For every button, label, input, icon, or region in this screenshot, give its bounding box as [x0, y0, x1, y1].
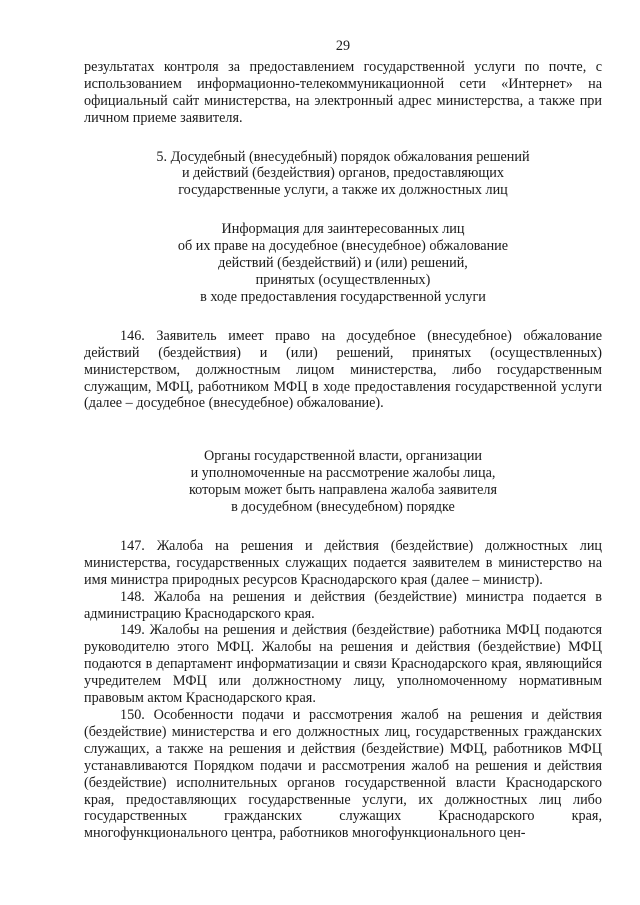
heading-line: 5. Досудебный (внесудебный) порядок обжалования решений: [156, 148, 530, 165]
intro-paragraph: результатах контроля за предоставлением государственной услуги по почте, с использованием информационно-телекоммуникационной сети «Интернет» на официальный сайт министерства, на электронный адрес министерства, а также при личном приеме заявителя.: [84, 58, 602, 126]
heading-line: Органы государственной власти, организации: [203, 448, 483, 465]
paragraph-149: 149. Жалобы на решения и действия (бездействие) работника МФЦ подаются руководителю этого МФЦ. Жалобы на решения и действия (бездействие) МФЦ подаются в департамент информатизации и связи Краснодарского края, являющийся учредителем МФЦ или должностному лицу, уполномоченному нормативным правовым актом Краснодарского края.: [84, 622, 602, 707]
organs-heading: [84, 448, 602, 516]
paragraph-150: 150. Особенности подачи и рассмотрения жалоб на решения и действия (бездействие) министерства и его должностных лиц, государственных гражданских служащих, а также на решения и действия (бездействие) МФЦ, работников МФЦ устанавливаются Порядком подачи и рассмотрения жалоб на решения и действия (бездействие) исполнительных органов государственной власти Краснодарского края, предоставляющих государственные услуги, их должностных лиц либо государственных гражданских служащих Краснодарского края, многофункционального центра, работников многофункционального цен-: [84, 707, 602, 842]
page-number: 29: [335, 38, 351, 54]
info-heading: [84, 221, 602, 306]
heading-line: Информация для заинтересованных лиц: [221, 221, 465, 238]
paragraph-148: 148. Жалоба на решения и действия (бездействие) министра подается в администрацию Краснодарского края.: [84, 588, 602, 622]
heading-line: которым может быть направлена жалоба заявителя: [189, 482, 497, 499]
heading-line: государственные услуги, а также их должностных лиц: [178, 182, 508, 199]
heading-line: и действий (бездействия) органов, предоставляющих: [182, 165, 504, 182]
paragraph-146: 146. Заявитель имеет право на досудебное (внесудебное) обжалование действий (бездействия) и (или) решений, принятых (осуществленных) министерством, должностным лицом министерства, либо государственным служащим, МФЦ, работником МФЦ в ходе предоставления государственной услуги (далее – досудебное (внесудебное) обжалование).: [84, 327, 602, 412]
heading-line: в ходе предоставления государственной услуги: [200, 288, 486, 305]
heading-line: принятых (осуществленных): [255, 271, 431, 288]
heading-line: действий (бездействий) и (или) решений,: [218, 255, 468, 272]
section-5-heading: [84, 149, 602, 200]
paragraph-147: 147. Жалоба на решения и действия (бездействие) должностных лиц министерства, государственных служащих подается заявителем в министерство на имя министра природных ресурсов Краснодарского края (далее – министр).: [84, 537, 602, 588]
heading-line: об их праве на досудебное (внесудебное) обжалование: [177, 238, 509, 255]
document-page: [84, 38, 602, 842]
heading-line: в досудебном (внесудебном) порядке: [231, 499, 455, 516]
heading-line: и уполномоченные на рассмотрение жалобы лица,: [190, 465, 496, 482]
